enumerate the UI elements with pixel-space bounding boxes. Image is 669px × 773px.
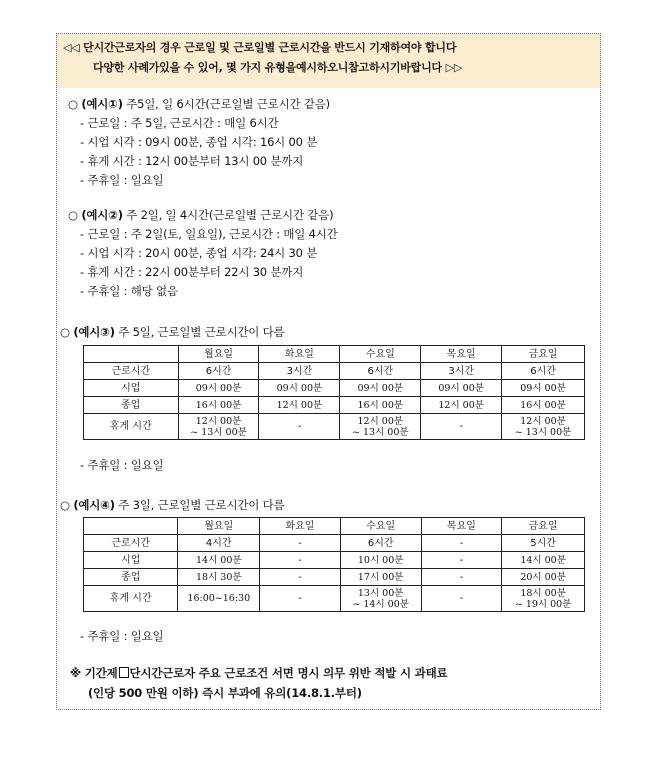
example1-line: - 시업 시각 : 09시 00분, 종업 시각: 16시 00 분 — [80, 135, 318, 149]
example1-line: - 근로일 : 주 5일, 근로시간 : 매일 6시간 — [80, 116, 279, 130]
cell-line: 12시 00분 — [520, 415, 566, 427]
table-corner-cell — [84, 518, 178, 535]
cell-line: ~ 13시 00분 — [352, 426, 409, 438]
table-cell: 16시 00분 — [502, 397, 585, 414]
example2-line: - 휴게 시간 : 22시 00분부터 22시 30 분까지 — [80, 265, 304, 279]
table-cell — [178, 586, 260, 612]
table-cell: - — [421, 569, 502, 586]
table-cell — [340, 414, 421, 440]
example4-table — [83, 517, 585, 612]
table-cell: 18시 30분 — [178, 569, 260, 586]
table-cell — [260, 586, 341, 612]
row-label-cell: 시업 — [84, 552, 178, 569]
example3-label: (예시③) — [73, 325, 115, 339]
example4-summary: 주 3일, 근로일별 근로시간이 다름 — [118, 498, 285, 512]
table-cell: - — [260, 552, 341, 569]
table-cell: - — [421, 552, 502, 569]
table-cell: 12시 00분 — [259, 397, 340, 414]
example3-summary: 주 5일, 근로일별 근로시간이 다름 — [118, 325, 285, 339]
table-row — [84, 569, 585, 586]
table-cell: 3시간 — [259, 363, 340, 380]
table-cell — [178, 414, 259, 440]
table-cell: 16시 00분 — [340, 397, 421, 414]
row-label-cell: 시업 — [84, 380, 179, 397]
example2-line: - 근로일 : 주 2일(토, 일요일), 근로시간 : 매일 4시간 — [80, 227, 338, 241]
cell-line: - — [297, 421, 302, 432]
table-cell: 4시간 — [178, 535, 260, 552]
table-cell — [421, 414, 502, 440]
table-cell: 20시 00분 — [502, 569, 585, 586]
table-row — [84, 363, 585, 380]
example3-marker: ○ — [60, 325, 70, 339]
example2-summary: 주 2일, 일 4시간(근로일별 근로시간 같음) — [126, 208, 334, 222]
table-header-cell: 목요일 — [421, 518, 502, 535]
table-row — [84, 552, 585, 569]
cell-line: 12시 00분 — [357, 415, 404, 427]
table-cell: - — [260, 569, 341, 586]
table-header-cell: 화요일 — [259, 346, 340, 363]
example2-marker: ○ — [68, 208, 78, 222]
row-label-cell: 종업 — [84, 569, 178, 586]
example4-label: (예시④) — [73, 498, 115, 512]
table-row — [84, 414, 585, 440]
table-cell: - — [421, 535, 502, 552]
banner-line-2: 다양한 사례가있을 수 있어, 몇 가지 유형을예시하오니참고하시기바랍니다 ▷▷ — [93, 61, 463, 74]
cell-line: - — [459, 593, 464, 604]
table-cell: 09시 00분 — [502, 380, 585, 397]
table-cell: 09시 00분 — [178, 380, 259, 397]
table-cell — [340, 586, 421, 612]
example2-line: - 주휴일 : 해당 없음 — [80, 284, 178, 298]
cell-line: - — [298, 593, 302, 604]
footer-line-1 — [70, 665, 447, 681]
example3-holiday: - 주휴일 : 일요일 — [80, 458, 164, 472]
example4-marker: ○ — [60, 498, 70, 512]
table-header-cell: 월요일 — [178, 518, 260, 535]
example3-table — [83, 345, 585, 440]
table-row — [84, 586, 585, 612]
cell-line: - — [459, 421, 463, 432]
cell-line: 18시 00분 — [520, 587, 566, 599]
example4-holiday: - 주휴일 : 일요일 — [80, 629, 164, 643]
example2-title — [68, 207, 333, 223]
table-cell: 14시 00분 — [502, 552, 585, 569]
table-cell: 14시 00분 — [178, 552, 260, 569]
table-corner-cell — [84, 346, 179, 363]
table-cell: 6시간 — [340, 535, 421, 552]
example1-label: (예시①) — [81, 97, 123, 111]
table-row — [84, 397, 585, 414]
table-cell: 17시 00분 — [340, 569, 421, 586]
example4-title — [60, 497, 284, 513]
example1-line: - 주휴일 : 일요일 — [80, 173, 164, 187]
table-cell: 3시간 — [421, 363, 502, 380]
table-cell — [502, 586, 585, 612]
footer-mark: ※ — [70, 666, 81, 680]
table-header-cell: 월요일 — [178, 346, 259, 363]
cell-line: 13시 00분 — [357, 587, 404, 599]
table-header-row — [84, 518, 585, 535]
notice-banner — [57, 34, 600, 88]
cell-line: ~ 13시 00분 — [514, 426, 572, 438]
table-cell: 6시간 — [502, 363, 585, 380]
row-label-cell: 근로시간 — [84, 363, 179, 380]
table-cell: 09시 00분 — [259, 380, 340, 397]
row-label-cell: 종업 — [84, 397, 179, 414]
table-cell: 6시간 — [340, 363, 421, 380]
checkbox-glyph-icon — [119, 667, 129, 678]
table-header-cell: 수요일 — [340, 518, 421, 535]
example1-marker: ○ — [68, 97, 78, 111]
example2-label: (예시②) — [81, 208, 123, 222]
example3-title — [60, 324, 284, 340]
table-cell — [502, 414, 585, 440]
example1-line: - 휴게 시간 : 12시 00분부터 13시 00 분까지 — [80, 154, 304, 168]
table-row — [84, 380, 585, 397]
table-cell: 10시 00분 — [340, 552, 421, 569]
cell-line: ~ 19시 00분 — [514, 598, 572, 610]
example1-title — [68, 96, 330, 112]
row-label-cell: 휴게 시간 — [84, 414, 179, 440]
table-row — [84, 535, 585, 552]
footer-line-1b: 단시간근로자 주요 근로조건 서면 명시 의무 위반 적발 시 과태료 — [129, 666, 448, 680]
table-cell: 16시 00분 — [178, 397, 259, 414]
cell-line: 16:00~16:30 — [187, 593, 251, 604]
table-header-cell: 금요일 — [502, 518, 585, 535]
table-cell: 6시간 — [178, 363, 259, 380]
table-cell: 09시 00분 — [340, 380, 421, 397]
table-cell — [259, 414, 340, 440]
cell-line: ~ 14시 00분 — [352, 598, 409, 610]
table-cell — [421, 586, 502, 612]
footer-line-2: (인당 500 만원 이하) 즉시 부과에 유의(14.8.1.부터) — [88, 686, 362, 700]
example2-line: - 시업 시각 : 20시 00분, 종업 시각: 24시 30 분 — [80, 246, 318, 260]
table-cell: 09시 00분 — [421, 380, 502, 397]
table-cell: 5시간 — [502, 535, 585, 552]
table-header-cell: 화요일 — [260, 518, 341, 535]
table-header-cell: 수요일 — [340, 346, 421, 363]
table-header-cell: 금요일 — [502, 346, 585, 363]
table-header-cell: 목요일 — [421, 346, 502, 363]
table-cell: - — [260, 535, 341, 552]
table-header-row — [84, 346, 585, 363]
cell-line: 12시 00분 — [195, 415, 242, 427]
row-label-cell: 휴게 시간 — [84, 586, 178, 612]
table-cell: 12시 00분 — [421, 397, 502, 414]
footer-line-1a: 기간제 — [84, 666, 118, 680]
banner-line-1: ◁◁ 단시간근로자의 경우 근로일 및 근로일별 근로시간을 반드시 기재하여야 합니다 — [63, 41, 457, 54]
cell-line: ~ 13시 00분 — [190, 426, 247, 438]
example1-summary: 주5일, 일 6시간(근로일별 근로시간 같음) — [126, 97, 330, 111]
row-label-cell: 근로시간 — [84, 535, 178, 552]
